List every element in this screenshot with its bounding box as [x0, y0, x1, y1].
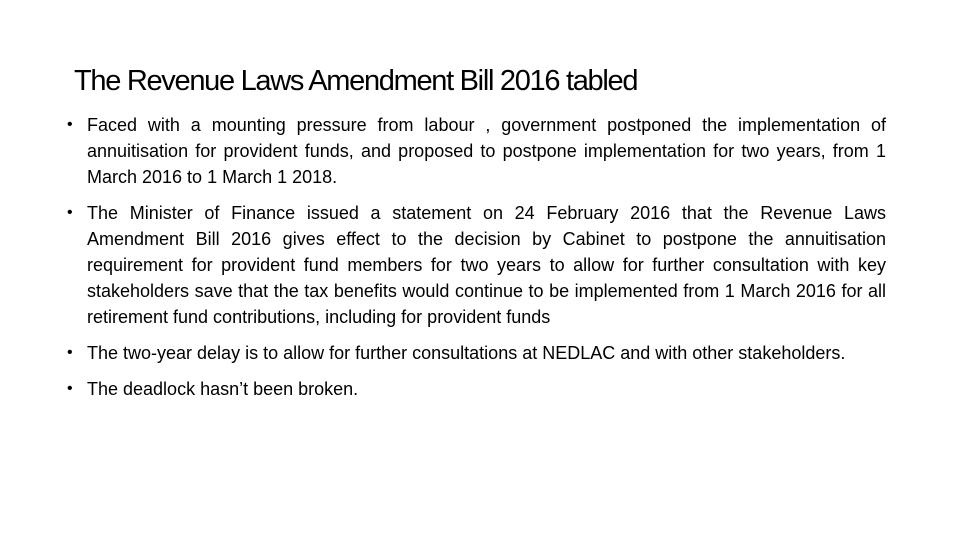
bullet-item-1: [66, 112, 886, 190]
bullet-dot-icon: •: [67, 116, 73, 133]
bullet-dot-icon: •: [67, 380, 73, 397]
bullet-text-1: Faced with a mounting pressure from labour , government postponed the implementation of annuitisation for provident funds, and proposed to postpone implementation for two years, from 1 March 2016 to 1 March 1 2018.: [87, 115, 886, 187]
slide-title: The Revenue Laws Amendment Bill 2016 tabled: [74, 65, 638, 97]
bullet-item-3: [66, 340, 886, 366]
bullet-item-4: [66, 376, 886, 402]
bullet-list: [66, 112, 886, 412]
bullet-text-2: The Minister of Finance issued a statement on 24 February 2016 that the Revenue Laws Amendment Bill 2016 gives effect to the decision by Cabinet to postpone the annuitisation requirement for provident fund members for two years to allow for further consultation with key stakeholders save that the tax benefits would continue to be implemented from 1 March 2016 for all retirement fund contributions, including for provident funds: [87, 203, 886, 327]
bullet-item-2: [66, 200, 886, 330]
bullet-text-3: The two-year delay is to allow for further consultations at NEDLAC and with other stakeholders.: [87, 343, 846, 363]
bullet-text-4: The deadlock hasn’t been broken.: [87, 379, 359, 399]
bullet-dot-icon: •: [67, 344, 73, 361]
bullet-dot-icon: •: [67, 204, 73, 221]
